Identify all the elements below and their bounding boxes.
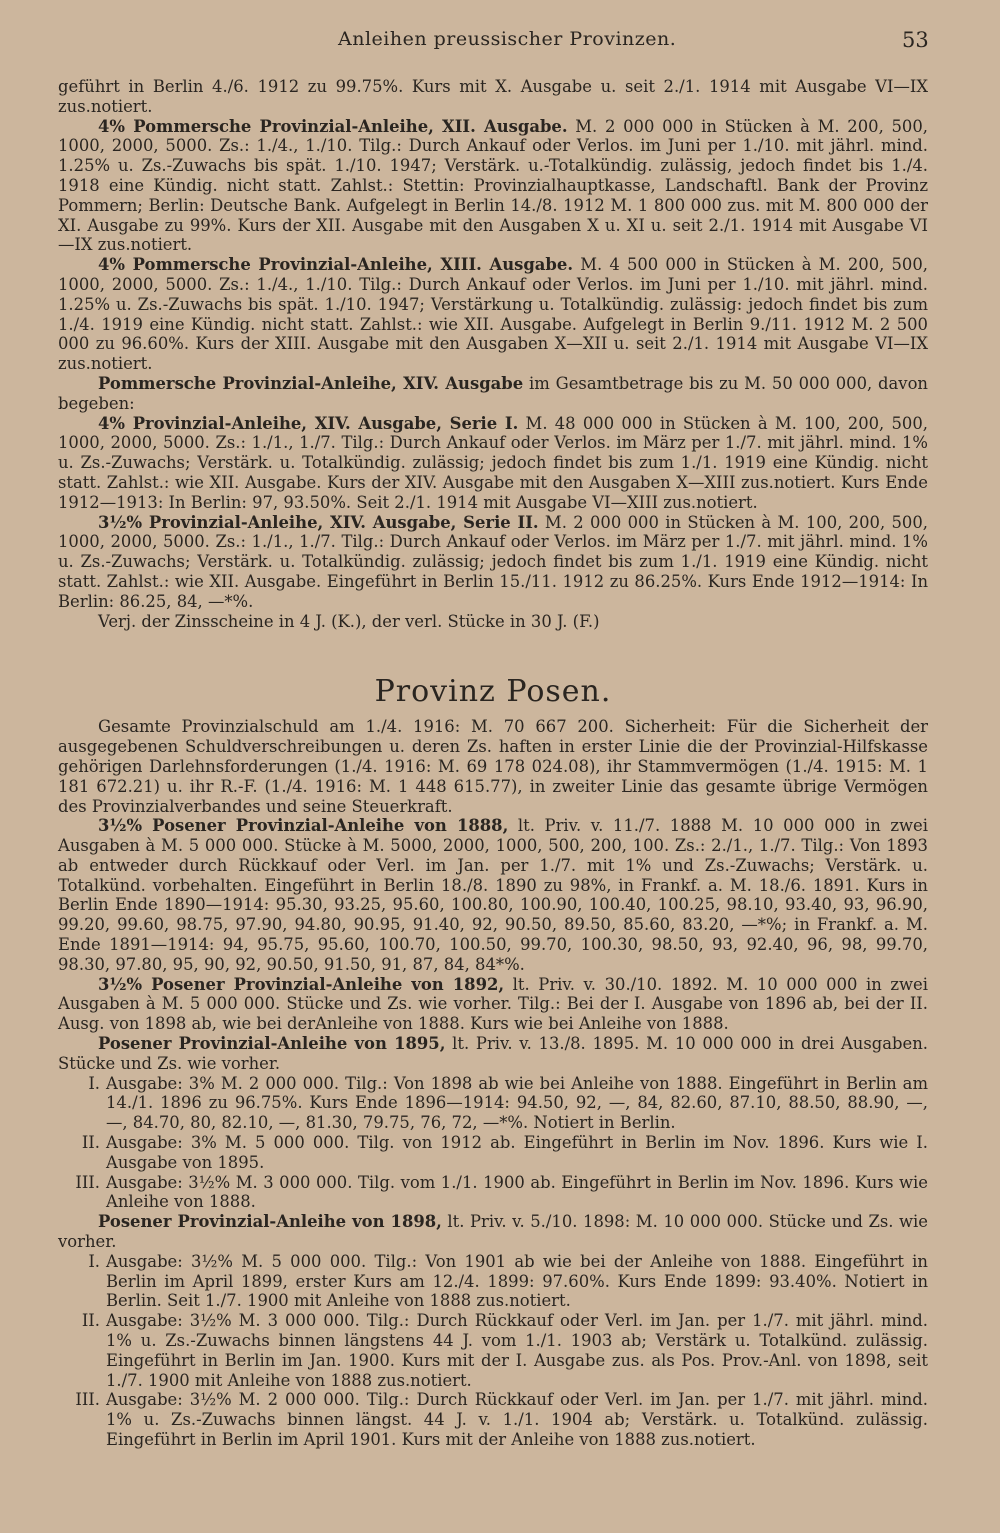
paragraph: 3½% Posener Provinzial-Anleihe von 1888, lt. Priv. v. 11./7. 1888 M. 10 000 000 in zwei Ausgaben à M. 5 000 000. Stücke à M. 5000, 2000, 1000, 500, 200, 100. Zs.: 2./1., 1./7. Tilg.: Von 1893 ab entweder durch Rückkauf oder Verl. im Jan. per 1./7. mit 1% und Zs.-Zuwachs; Verstärk. u. Totalkünd. vorbehalten. Eingeführt in Berlin 18./8. 1890 zu 98%, in Frankf. a. M. 18./6. 1891. Kurs in Berlin Ende 1890—1914: 95.30, 93.25, 95.60, 100.80, 100.90, 100.40, 100.25, 98.10, 93.40, 93, 96.90, 99.20, 99.60, 98.75, 97.90, 94.80, 90.95, 91.40, 92, 90.50, 89.50, 85.60, 83.20, —*%; in Frankf. a. M. Ende 1891—1914: 94, 95.75, 95.60, 100.70, 100.50, 99.70, 100.30, 98.50, 93, 92.40, 96, 98, 99.70, 98.30, 97.80, 95, 90, 92, 90.50, 91.50, 91, 87, 84, 84*%. xyxy=(58,816,928,974)
item-number: II. xyxy=(81,1311,100,1331)
item-number: III. xyxy=(75,1390,100,1410)
loan-title: 4% Provinzial-Anleihe, XIV. Ausgabe, Serie I. xyxy=(98,413,519,433)
paragraph: 4% Provinzial-Anleihe, XIV. Ausgabe, Serie I. M. 48 000 000 in Stücken à M. 100, 200, 500, 1000, 2000, 5000. Zs.: 1./1., 1./7. Tilg.: Durch Ankauf oder Verlos. im März per 1./7. mit jährl. mind. 1% u. Zs.-Zuwachs; Verstärk. u. Totalkündig. zulässig; jedoch findet bis zum 1./1. 1919 eine Kündig. nicht statt. Zahlst.: wie XII. Ausgabe. Kurs der XIV. Ausgabe mit den Ausgaben X—XIII zus.notiert. Kurs Ende 1912—1913: In Berlin: 97, 93.50%. Seit 2./1. 1914 mit Ausgabe VI—XIII zus.notiert. xyxy=(58,413,928,512)
item-number: I. xyxy=(88,1073,100,1093)
list-item: I. Ausgabe: 3½% M. 5 000 000. Tilg.: Von 1901 ab wie bei der Anleihe von 1888. Eingeführt in Berlin im April 1899, erster Kurs am 12./4. 1899: 97.60%. Kurs Ende 1899: 93.40%. Notiert in Berlin. Seit 1./7. 1900 mit Anleihe von 1888 zus.notiert. xyxy=(58,1252,928,1311)
paragraph: 4% Pommersche Provinzial-Anleihe, XIII. Ausgabe. M. 4 500 000 in Stücken à M. 200, 500, 1000, 2000, 5000. Zs.: 1./4., 1./10. Tilg.: Durch Ankauf oder Verlos. im Juni per 1./10. mit jährl. mind. 1.25% u. Zs.-Zuwachs bis spät. 1./10. 1947; Verstärkung u. Totalkündig. zulässig: jedoch findet bis zum 1./4. 1919 eine Kündig. nicht statt. Zahlst.: wie XII. Ausgabe. Aufgelegt in Berlin 9./11. 1912 M. 2 500 000 zu 96.60%. Kurs der XIII. Ausgabe mit den Ausgaben X—XII u. seit 2./1. 1914 mit Ausgabe VI—IX zus.notiert. xyxy=(58,255,928,374)
loan-title: 4% Pommersche Provinzial-Anleihe, XIII. Ausgabe. xyxy=(98,255,574,275)
paragraph: Gesamte Provinzialschuld am 1./4. 1916: M. 70 667 200. Sicherheit: Für die Sicherheit der ausgegebenen Schuldverschreibungen u. deren Zs. haften in erster Linie die der Provinzial-Hilfskasse gehörigen Darlehnsforderungen (1./4. 1916: M. 69 178 024.08), ihr Stammvermögen (1./4. 1915: M. 1 181 672.21) u. ihr R.-F. (1./4. 1916: M. 1 448 615.77), in zweiter Linie das gesamte übrige Vermögen des Provinzialverbandes und seine Steuerkraft. xyxy=(58,717,928,816)
loan-title: 4% Pommersche Provinzial-Anleihe, XII. Ausgabe. xyxy=(98,116,568,136)
paragraph: 4% Pommersche Provinzial-Anleihe, XII. Ausgabe. M. 2 000 000 in Stücken à M. 200, 500, 1000, 2000, 5000. Zs.: 1./4., 1./10. Tilg.: Durch Ankauf oder Verlos. im Juni per 1./10. mit jährl. mind. 1.25% u. Zs.-Zuwachs bis spät. 1./10. 1947; Verstärk. u.-Totalkündig. zulässig, jedoch findet bis 1./4. 1918 eine Kündig. nicht statt. Zahlst.: Stettin: Provinzialhauptkasse, Landschaftl. Bank der Provinz Pommern; Berlin: Deutsche Bank. Aufgelegt in Berlin 14./8. 1912 M. 1 800 000 zus. mit M. 800 000 der XI. Ausgabe zu 99%. Kurs der XII. Ausgabe mit den Ausgaben X u. XI u. seit 2./1. 1914 mit Ausgabe VI—IX zus.notiert. xyxy=(58,116,929,255)
page-number: 53 xyxy=(902,28,929,52)
running-title: Anleihen preussischer Provinzen. xyxy=(338,28,677,50)
paragraph: Posener Provinzial-Anleihe von 1898, lt. Priv. v. 5./10. 1898: M. 10 000 000. Stücke und Zs. wie vorher. xyxy=(58,1212,928,1252)
loan-title: Pommersche Provinzial-Anleihe, XIV. Ausgabe xyxy=(98,373,524,393)
list-item: II. Ausgabe: 3% M. 5 000 000. Tilg. von 1912 ab. Eingeführt in Berlin im Nov. 1896. Kurs wie I. Ausgabe von 1895. xyxy=(58,1133,928,1173)
item-number: III. xyxy=(75,1172,100,1192)
item-number: II. xyxy=(81,1133,100,1153)
paragraph: geführt in Berlin 4./6. 1912 zu 99.75%. Kurs mit X. Ausgabe u. seit 2./1. 1914 mit Ausgabe VI—IX zus.notiert. xyxy=(58,77,928,116)
section-heading: Provinz Posen. xyxy=(374,674,612,710)
loan-title: Posener Provinzial-Anleihe von 1895, xyxy=(98,1034,446,1054)
list-item: II. Ausgabe: 3½% M. 3 000 000. Tilg.: Durch Rückkauf oder Verl. im Jan. per 1./7. mit jährl. mind. 1% u. Zs.-Zuwachs binnen längstens 44 J. vom 1./1. 1903 ab; Verstärk u. Totalkünd. zulässig. Eingeführt in Berlin im Jan. 1900. Kurs mit der I. Ausgabe zus. als Pos. Prov.-Anl. von 1898, seit 1./7. 1900 mit Anleihe von 1888 zus.notiert. xyxy=(58,1311,928,1390)
list-item: III. Ausgabe: 3½% M. 3 000 000. Tilg. vom 1./1. 1900 ab. Eingeführt in Berlin im Nov. 1896. Kurs wie Anleihe von 1888. xyxy=(58,1173,928,1213)
running-header xyxy=(0,28,1000,54)
item-number: I. xyxy=(88,1251,100,1271)
paragraph: 3½% Provinzial-Anleihe, XIV. Ausgabe, Serie II. M. 2 000 000 in Stücken à M. 100, 200, 500, 1000, 2000, 5000. Zs.: 1./1., 1./7. Tilg.: Durch Ankauf oder Verlos. im März per 1./7. mit jährl. mind. 1% u. Zs.-Zuwachs; Verstärk. u. Totalkündig. zulässig; jedoch findet bis zum 1./1. 1919 eine Kündig. nicht statt. Zahlst.: wie XII. Ausgabe. Eingeführt in Berlin 15./11. 1912 zu 86.25%. Kurs Ende 1912—1914: In Berlin: 86.25, 84, —*%. xyxy=(58,512,928,611)
list-item: I. Ausgabe: 3% M. 2 000 000. Tilg.: Von 1898 ab wie bei Anleihe von 1888. Eingeführt in Berlin am 14./1. 1896 zu 96.75%. Kurs Ende 1896—1914: 94.50, 92, —, 84, 82.60, 87.10, 88.50, 88.90, —, —, 84.70, 80, 82.10, —, 81.30, 79.75, 76, 72, —*%. Notiert in Berlin. xyxy=(58,1074,928,1133)
loan-title: 3½% Posener Provinzial-Anleihe von 1888, xyxy=(98,816,509,836)
page-body xyxy=(58,77,928,1450)
loan-title: Posener Provinzial-Anleihe von 1898, xyxy=(98,1212,442,1232)
list-item: III. Ausgabe: 3½% M. 2 000 000. Tilg.: Durch Rückkauf oder Verl. im Jan. per 1./7. mit jährl. mind. 1% u. Zs.-Zuwachs binnen längst. 44 J. v. 1./1. 1904 ab; Verstärk. u. Totalkünd. zulässig. Eingeführt in Berlin im April 1901. Kurs mit der Anleihe von 1888 zus.notiert. xyxy=(58,1390,928,1449)
paragraph: Pommersche Provinzial-Anleihe, XIV. Ausgabe im Gesamtbetrage bis zu M. 50 000 000, davon begeben: xyxy=(58,373,928,413)
loan-title: 3½% Posener Provinzial-Anleihe von 1892, xyxy=(98,974,505,994)
loan-title: 3½% Provinzial-Anleihe, XIV. Ausgabe, Serie II. xyxy=(98,512,539,532)
paragraph: Verj. der Zinsscheine in 4 J. (K.), der verl. Stücke in 30 J. (F.) xyxy=(98,611,600,631)
paragraph: 3½% Posener Provinzial-Anleihe von 1892, lt. Priv. v. 30./10. 1892. M. 10 000 000 in zwei Ausgaben à M. 5 000 000. Stücke und Zs. wie vorher. Tilg.: Bei der I. Ausgabe von 1896 ab, bei der II. Ausg. von 1898 ab, wie bei derAnleihe von 1888. Kurs wie bei Anleihe von 1888. xyxy=(58,974,928,1034)
paragraph: Posener Provinzial-Anleihe von 1895, lt. Priv. v. 13./8. 1895. M. 10 000 000 in drei Ausgaben. Stücke und Zs. wie vorher. xyxy=(58,1034,928,1073)
